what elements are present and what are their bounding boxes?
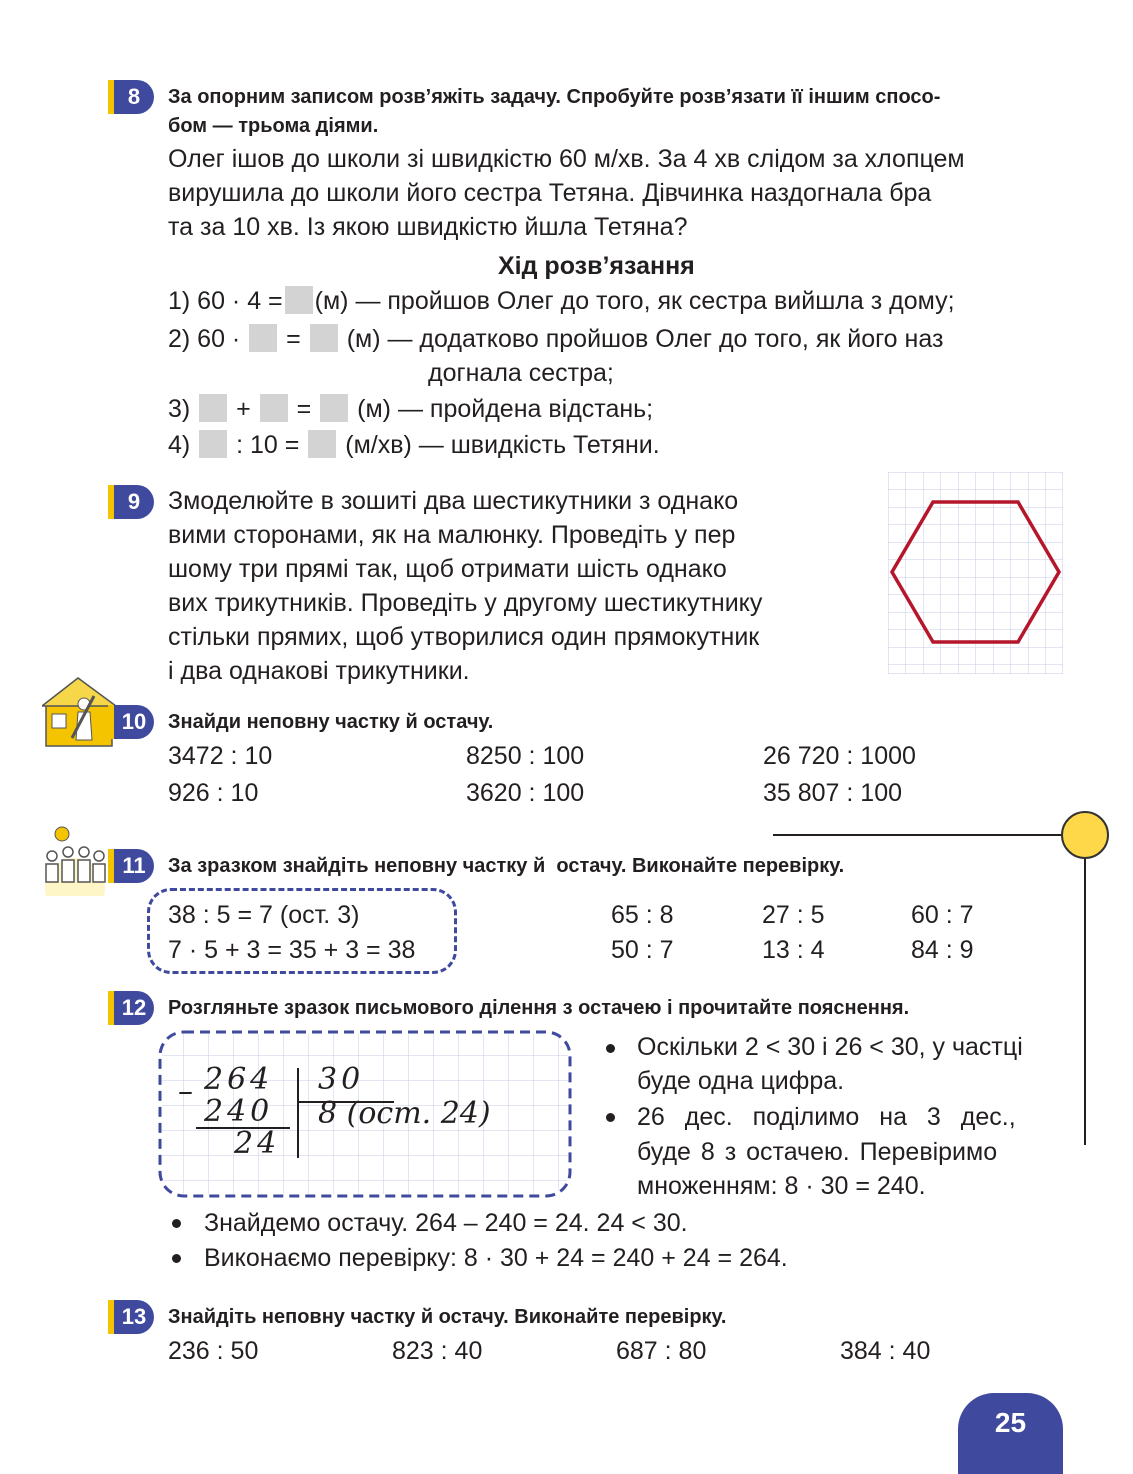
- task-11-example-line-2: 7 · 5 + 3 = 35 + 3 = 38: [168, 936, 416, 964]
- dividend: 264: [204, 1062, 274, 1097]
- quotient: 8 (ост. 24): [318, 1096, 491, 1131]
- bullet-1-line-1: Оскільки 2 < 30 і 26 < 30, у частці: [637, 1033, 1023, 1061]
- task-11-item: 60 : 7: [911, 901, 974, 929]
- task-13-heading: Знайдіть неповну частку й остачу. Виконайте перевірку.: [168, 1306, 727, 1328]
- task-11-heading: За зразком знайдіть неповну частку й остачу. Виконайте перевірку.: [168, 855, 845, 877]
- task-10-item: 8250 : 100: [466, 742, 585, 770]
- task-13-item: 384 : 40: [840, 1337, 931, 1365]
- task-10-number-badge: [114, 705, 154, 739]
- subtrahend: 240: [204, 1094, 274, 1129]
- answer-box: [308, 430, 336, 458]
- step-4-description: (м/хв) — швидкість Тетяни.: [345, 431, 660, 459]
- task-10-item: 26 720 : 1000: [763, 742, 916, 770]
- task-8-text-line-3: та за 10 хв. Із якою швидкістю йшла Тетяна?: [168, 213, 688, 241]
- bullet-2-line-3: множенням: 8 · 30 = 240.: [637, 1172, 926, 1200]
- task-10-number: 10: [121, 709, 147, 734]
- task-12-number-badge: [114, 991, 154, 1025]
- task-11-item: 65 : 8: [611, 901, 674, 929]
- step-4-number: 4): [168, 431, 191, 459]
- step-2-continuation: догнала сестра;: [428, 359, 614, 387]
- task-9-line-3: шому три прямі так, щоб отримати шість однако: [168, 555, 727, 583]
- task-11-item: 13 : 4: [762, 936, 825, 964]
- step-3-plus: +: [236, 395, 251, 423]
- task-8-text-line-1: Олег ішов до школи зі швидкістю 60 м/хв. За 4 хв слідом за хлопцем: [168, 145, 965, 173]
- bullet-3: Знайдемо остачу. 264 – 240 = 24. 24 < 30.: [204, 1209, 688, 1237]
- task-10-item: 926 : 10: [168, 779, 259, 807]
- step-2-expression: 2) 60 ·: [168, 325, 241, 353]
- remainder: 24: [234, 1126, 281, 1161]
- answer-box: [260, 394, 288, 422]
- group-idea-icon: [38, 822, 112, 896]
- task-13-number: 13: [121, 1304, 147, 1329]
- bullet-1-line-2: буде одна цифра.: [637, 1067, 845, 1095]
- answer-box: [249, 324, 277, 352]
- step-3-equals: =: [296, 395, 312, 423]
- task-9-line-6: і два однакові трикутники.: [168, 657, 470, 685]
- task-13-item: 823 : 40: [392, 1337, 483, 1365]
- task-10-item: 3620 : 100: [466, 779, 585, 807]
- solution-step-2: [168, 322, 943, 356]
- task-8-number-badge: [114, 80, 154, 114]
- minus-sign: –: [178, 1074, 193, 1109]
- solution-title: Хід розв’язання: [498, 252, 695, 280]
- long-division-notebook: [158, 1030, 572, 1198]
- bullet-dot: [606, 1044, 615, 1053]
- task-8-text-line-2: вирушила до школи його сестра Тетяна. Дівчинка наздогнала бра: [168, 179, 932, 207]
- solution-step-1: [168, 284, 955, 318]
- task-13-item: 236 : 50: [168, 1337, 259, 1365]
- task-10-heading: Знайди неповну частку й остачу.: [168, 711, 494, 733]
- task-8-number: 8: [127, 84, 141, 109]
- task-8-heading-line-2: бом — трьома діями.: [168, 115, 379, 137]
- step-1-description: (м) — пройшов Олег до того, як сестра вийшла з дому;: [314, 287, 955, 315]
- task-11-number: 11: [122, 853, 146, 878]
- step-3-number: 3): [168, 395, 191, 423]
- solution-step-4: [168, 428, 660, 462]
- decorative-vertical-line: [1084, 855, 1086, 1145]
- task-9-number: 9: [127, 489, 141, 514]
- solution-step-3: [168, 392, 653, 426]
- task-9-line-5: стільки прямих, щоб утворилися один прямокутник: [168, 623, 760, 651]
- task-10-item: 3472 : 10: [168, 742, 273, 770]
- bullet-4: Виконаємо перевірку: 8 · 30 + 24 = 240 + 24 = 264.: [204, 1244, 788, 1272]
- step-4-expression: : 10 =: [236, 431, 300, 459]
- yellow-circle-icon: [1061, 811, 1109, 859]
- step-1-expression: 1) 60 · 4 =: [168, 287, 283, 315]
- decorative-line: [773, 834, 1067, 836]
- task-9-line-1: Змоделюйте в зошиті два шестикутники з однако: [168, 487, 739, 515]
- task-13-item: 687 : 80: [616, 1337, 707, 1365]
- task-12-heading: Розгляньте зразок письмового ділення з остачею і прочитайте пояснення.: [168, 997, 910, 1019]
- task-10-item: 35 807 : 100: [763, 779, 903, 807]
- bullet-dot: [172, 1219, 181, 1228]
- task-11-number-badge: [114, 849, 154, 883]
- bullet-2-line-2: буде 8 з остачею. Перевіримо: [637, 1138, 998, 1166]
- step-3-description: (м) — пройдена відстань;: [357, 395, 654, 423]
- bullet-2-line-1: 26 дес. поділимо на 3 дес.,: [637, 1103, 1016, 1131]
- bullet-dot: [172, 1254, 181, 1263]
- task-11-item: 84 : 9: [911, 936, 974, 964]
- answer-box: [285, 286, 313, 314]
- answer-box: [199, 394, 227, 422]
- task-9-line-4: вих трикутників. Проведіть у другому шестикутнику: [168, 589, 763, 617]
- task-8-heading-line-1: За опорним записом розв’яжіть задачу. Спробуйте розв’язати її іншим спосо-: [168, 86, 941, 108]
- task-9-number-badge: [114, 485, 154, 519]
- divisor: 30: [318, 1062, 365, 1097]
- step-2-equals: =: [286, 325, 301, 353]
- step-2-description: (м) — додатково пройшов Олег до того, як його наз: [346, 325, 944, 353]
- task-12-number: 12: [121, 995, 147, 1020]
- task-11-item: 50 : 7: [611, 936, 674, 964]
- task-11-example-line-1: 38 : 5 = 7 (ост. 3): [168, 901, 360, 929]
- bullet-dot: [606, 1113, 615, 1122]
- task-11-item: 27 : 5: [762, 901, 825, 929]
- answer-box: [310, 324, 338, 352]
- answer-box: [199, 430, 227, 458]
- page-number: 25: [994, 1407, 1027, 1438]
- task-9-line-2: вими сторонами, як на малюнку. Проведіть у пер: [168, 521, 736, 549]
- answer-box: [320, 394, 348, 422]
- page-number-tab: [958, 1393, 1063, 1474]
- task-13-number-badge: [114, 1300, 154, 1334]
- hexagon-grid-figure: [888, 472, 1063, 674]
